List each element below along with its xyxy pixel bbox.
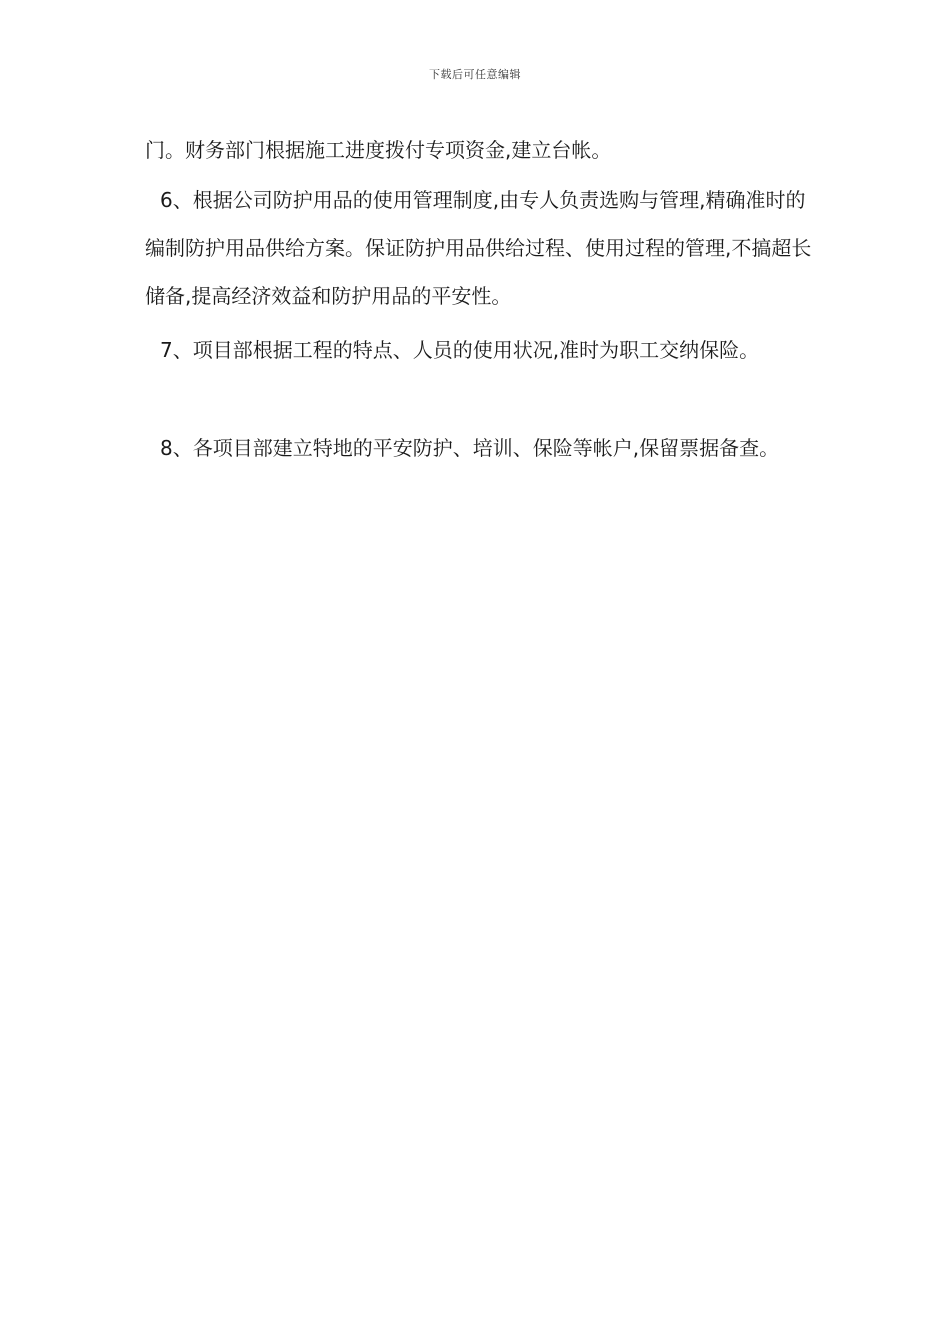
paragraph-continuation bbox=[145, 126, 825, 174]
paragraph-text: 7、项目部根据工程的特点、人员的使用状况,准时为职工交纳保险。 bbox=[160, 338, 760, 362]
paragraph-text: 6、根据公司防护用品的使用管理制度,由专人负责选购与管理,精确准时的编制防护用品供给方案。保证防护用品供给过程、使用过程的管理,不搞超长储备,提高经济效益和防护用品的平安性。 bbox=[145, 188, 812, 308]
page-header: 下载后可任意编辑 bbox=[429, 68, 521, 81]
paragraph-item-6 bbox=[145, 176, 825, 320]
paragraph-text: 门。财务部门根据施工进度拨付专项资金,建立台帐。 bbox=[145, 138, 612, 162]
paragraph-item-8 bbox=[145, 424, 825, 472]
paragraph-text: 8、各项目部建立特地的平安防护、培训、保险等帐户,保留票据备查。 bbox=[160, 436, 780, 460]
paragraph-item-7 bbox=[145, 326, 825, 374]
